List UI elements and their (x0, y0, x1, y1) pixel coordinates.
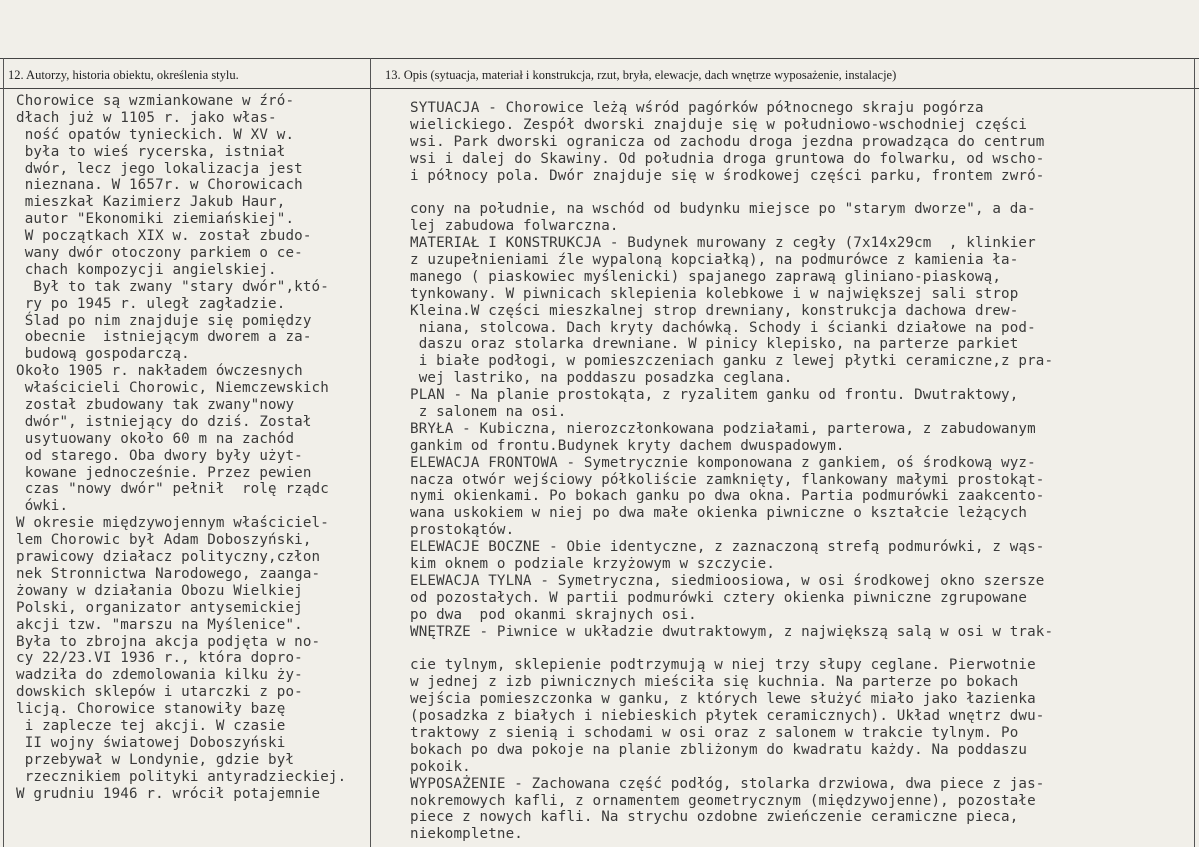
history-line: ność opatów tynieckich. W XV w. (16, 126, 295, 143)
description-line: ELEWACJE BOCZNE - Obie identyczne, z zaznaczoną strefą podmurówki, z wąs- (410, 539, 1045, 556)
history-line: cy 22/23.VI 1936 r., która dopro- (16, 650, 303, 667)
description-line: manego ( piaskowiec myślenicki) spajanego zaprawą gliniano-piaskową, (410, 268, 1002, 285)
right-edge-rule (1194, 58, 1195, 847)
history-line: prawicowy działacz polityczny,człon (16, 549, 321, 566)
header-description: 13. Opis (sytuacja, materiał i konstrukcja, rzut, bryła, elewacje, dach wnętrze wyposażenie, instalacje) (385, 68, 897, 82)
description-line: wejścia pomieszczonka w ganku, z których lewe służyć miało jako łazienka (410, 691, 1036, 708)
description-line: MATERIAŁ I KONSTRUKCJA - Budynek murowany z cegły (7x14x29cm , klinkier (410, 235, 1036, 252)
history-line: Ślad po nim znajduje się pomiędzy (16, 312, 312, 329)
history-line: dwór, lecz jego lokalizacja jest (16, 160, 303, 177)
description-line: wsi. Park dworski ogranicza od zachodu droga jezdna prowadząca do centrum (410, 133, 1045, 150)
description-line: daszu oraz stolarka drewniane. W pinicy klepisko, na parterze parkiet (410, 336, 1019, 353)
description-line: niana, stolcowa. Dach kryty dachówką. Schody i ścianki działowe na pod- (410, 319, 1036, 336)
description-line: i północy pola. Dwór znajduje się w środkowej części parku, frontem zwró- (410, 167, 1045, 184)
history-line: licją. Chorowice stanowiły bazę (16, 701, 286, 718)
history-line: żowany w działania Obozu Wielkiej (16, 582, 303, 599)
history-line: od starego. Oba dwory były użyt- (16, 447, 303, 464)
description-line: wsi i dalej do Skawiny. Od południa droga gruntowa do folwarku, od wscho- (410, 150, 1045, 167)
description-line: niekompletne. (410, 826, 523, 843)
description-line: PLAN - Na planie prostokąta, z ryzalitem ganku od frontu. Dwutraktowy, (410, 387, 1019, 404)
description-line: cony na południe, na wschód od budynku miejsce po "starym dworze", a da- (410, 201, 1036, 218)
history-line: ry po 1945 r. uległ zagładzie. (16, 295, 286, 312)
history-line: rzecznikiem polityki antyradzieckiej. (16, 768, 347, 785)
history-line: dłach już w 1105 r. jako włas- (16, 109, 277, 126)
description-line: Kleina.W części mieszkalnej strop drewniany, konstrukcja dachowa drew- (410, 302, 1019, 319)
description-line: WNĘTRZE - Piwnice w układzie dwutraktowym, z największą salą w osi w trak- (410, 623, 1054, 640)
column-divider (370, 58, 371, 847)
description-line: z salonem na osi. (410, 404, 567, 421)
description-line: w jednej z izb piwnicznych mieściła się kuchnia. Na parterze po bokach (410, 674, 1019, 691)
history-line: chach kompozycji angielskiej. (16, 261, 277, 278)
history-line: wadziła do zdemolowania kilku ży- (16, 667, 303, 684)
history-line: Był to tak zwany "stary dwór",któ- (16, 278, 329, 295)
description-line (410, 641, 1053, 658)
description-line: i białe podłogi, w pomieszczeniach ganku z lewej płytki ceramiczne,z pra- (410, 353, 1054, 370)
history-line: usytuowany około 60 m na zachód (16, 430, 295, 447)
history-line: Chorowice są wzmiankowane w źró- (16, 93, 295, 109)
history-line: dowskich sklepów i utarczki z po- (16, 684, 303, 701)
history-line: W okresie międzywojennym właściciel- (16, 515, 329, 532)
history-line: i zaplecze tej akcji. W czasie (16, 717, 286, 734)
history-line: akcji tzw. "marszu na Myślenice". (16, 616, 303, 633)
history-line: ówki. (16, 498, 69, 515)
description-line: gankim od frontu.Budynek kryty dachem dwuspadowym. (410, 437, 845, 454)
history-line: budową gospodarczą. (16, 346, 190, 363)
history-line: Była to zbrojna akcja podjęta w no- (16, 633, 321, 650)
description-line: traktowy z sienią i schodami w osi oraz z salonem w trakcie tylnym. Po (410, 724, 1019, 741)
description-line: wielickiego. Zespół dworski znajduje się w południowo-wschodniej części (410, 116, 1028, 133)
description-line: nacza otwór wejściowy półkoliście zamknięty, flankowany małymi prostokąt- (410, 471, 1045, 488)
description-line: nymi okienkami. Po bokach ganku po dwa okna. Partia podmurówki zaakcento- (410, 488, 1045, 505)
history-text-column (16, 93, 346, 802)
description-line: wej lastriko, na poddaszu posadzka ceglana. (410, 370, 793, 387)
history-line: został zbudowany tak zwany"nowy (16, 397, 295, 414)
description-line: z uzupełnieniami źle wypaloną kopciałką), na podmurówce z kamienia ła- (410, 252, 1019, 269)
description-line: pokoik. (410, 758, 471, 775)
description-line: prostokątów. (410, 522, 515, 539)
description-text-column (410, 100, 1053, 843)
history-line: kowane jednocześnie. Przez pewien (16, 464, 312, 481)
description-line (410, 184, 1053, 201)
left-margin-rule (3, 58, 4, 847)
history-line: czas "nowy dwór" pełnił rolę rządc (16, 481, 329, 498)
history-line: nieznana. W 1657r. w Chorowicach (16, 177, 303, 194)
history-line: autor "Ekonomiki ziemiańskiej". (16, 211, 295, 228)
description-line: (posadzka z białych i niebieskich płytek ceramicznych). Układ wnętrz dwu- (410, 708, 1045, 725)
description-line: WYPOSAŻENIE - Zachowana część podłóg, stolarka drzwiowa, dwa piece z jas- (410, 775, 1045, 792)
description-line: ELEWACJA FRONTOWA - Symetrycznie komponowana z gankiem, oś środkową wyz- (410, 454, 1036, 471)
description-line: nokremowych kafli, z ornamentem geometrycznym (międzywojenne), pozostałe (410, 792, 1036, 809)
header-rule (0, 88, 1199, 89)
description-line: SYTUACJA - Chorowice leżą wśród pagórków północnego skraju pogórza (410, 100, 984, 116)
history-line: II wojny światowej Doboszyński (16, 734, 286, 751)
history-line: W początkach XIX w. został zbudo- (16, 228, 312, 245)
description-line: piece z nowych kafli. Na strychu ozdobne zwieńczenie ceramiczne pieca, (410, 809, 1019, 826)
description-line: po dwa pod okanmi skrajnych osi. (410, 606, 697, 623)
top-rule (0, 58, 1199, 59)
header-authors-history: 12. Autorzy, historia obiektu, określenia stylu. (8, 68, 239, 82)
history-line: Około 1905 r. nakładem ówczesnych (16, 363, 303, 380)
description-line: wana uskokiem w niej po dwa małe okienka piwniczne o kształcie leżących (410, 505, 1028, 522)
history-line: mieszkał Kazimierz Jakub Haur, (16, 194, 286, 211)
description-line: tynkowany. W piwnicach sklepienia kolebkowe i w największej sali strop (410, 285, 1019, 302)
history-line: była to wieś rycerska, istniał (16, 143, 286, 160)
description-line: ELEWACJA TYLNA - Symetryczna, siedmioosiowa, w osi środkowej okno szersze (410, 572, 1045, 589)
description-line: BRYŁA - Kubiczna, nierozczłonkowana podziałami, parterowa, z zabudowanym (410, 420, 1036, 437)
history-line: lem Chorowic był Adam Doboszyński, (16, 532, 312, 549)
history-line: wany dwór otoczony parkiem o ce- (16, 245, 303, 262)
history-line: W grudniu 1946 r. wrócił potajemnie (16, 785, 321, 802)
history-line: przebywał w Londynie, gdzie był (16, 751, 295, 768)
description-line: kim oknem o podziale krzyżowym w szczycie. (410, 556, 776, 573)
description-line: cie tylnym, sklepienie podtrzymują w niej trzy słupy ceglane. Pierwotnie (410, 657, 1036, 674)
history-line: właścicieli Chorowic, Niemczewskich (16, 380, 329, 397)
history-line: obecnie istniejącym dworem a za- (16, 329, 312, 346)
description-line: lej zabudowa folwarczna. (410, 218, 619, 235)
history-line: nek Stronnictwa Narodowego, zaanga- (16, 565, 321, 582)
description-line: bokach po dwa pokoje na planie zbliżonym do kwadratu każdy. Na poddaszu (410, 741, 1028, 758)
history-line: Polski, organizator antysemickiej (16, 599, 303, 616)
history-line: dwór", istniejący do dziś. Został (16, 413, 312, 430)
description-line: od pozostałych. W partii podmurówki cztery okienka piwniczne zgrupowane (410, 589, 1028, 606)
